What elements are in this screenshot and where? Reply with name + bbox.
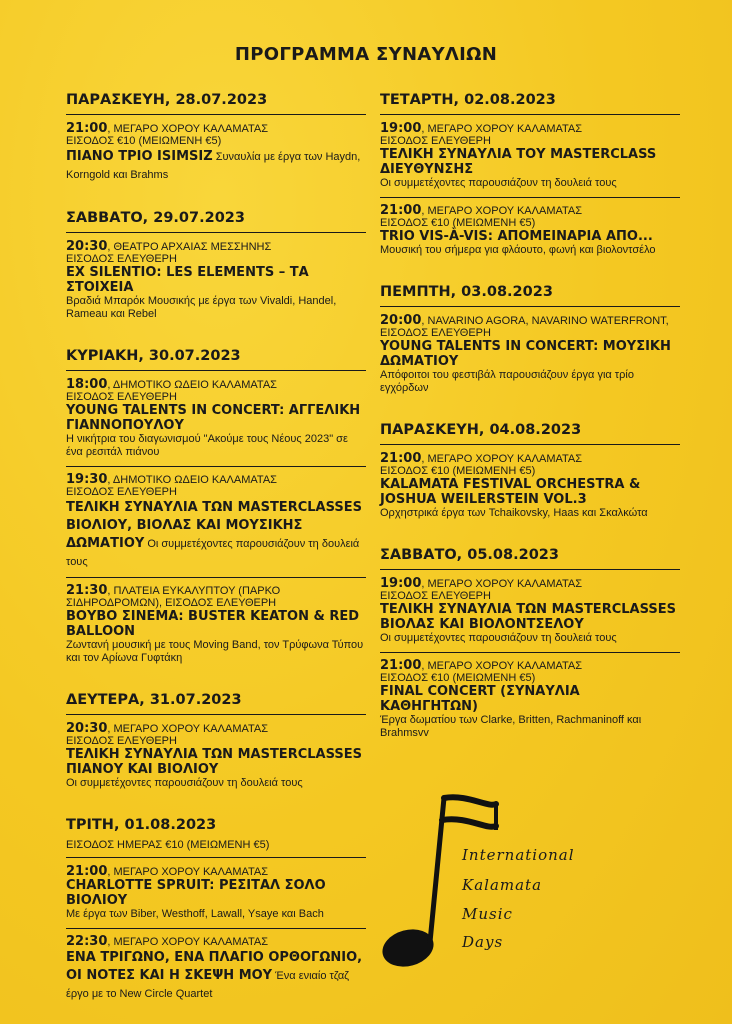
event-entry: ΕΙΣΟΔΟΣ €10 (ΜΕΙΩΜΕΝΗ €5) (380, 217, 536, 229)
event-venue: , ΜΕΓΑΡΟ ΧΟΡΟΥ ΚΑΛΑΜΑΤΑΣ (421, 453, 583, 465)
event-venue: , ΜΕΓΑΡΟ ΧΟΡΟΥ ΚΑΛΑΜΑΤΑΣ (421, 660, 583, 672)
event-venue: , ΜΕΓΑΡΟ ΧΟΡΟΥ ΚΑΛΑΜΑΤΑΣ (107, 866, 269, 878)
event-title: ΤΕΛΙΚΗ ΣΥΝΑΥΛΙΑ ΤΩΝ MASTERCLASSES ΠΙΑΝΟΥ ΚΑΙ ΒΙΟΛΙΟΥ (66, 747, 362, 777)
day-block (66, 348, 366, 672)
event-item (66, 723, 366, 797)
event-time: 19:00 (380, 576, 422, 591)
event-entry: ΕΙΣΟΔΟΣ ΕΛΕΥΘΕΡΗ (380, 135, 491, 147)
event-item (66, 241, 366, 328)
logo-line: Days (462, 933, 504, 951)
event-entry: ΕΙΣΟΔΟΣ ΕΛΕΥΘΕΡΗ (66, 735, 177, 747)
day-block (66, 92, 366, 190)
event-item (380, 315, 680, 402)
event-venue: , ΜΕΓΑΡΟ ΧΟΡΟΥ ΚΑΛΑΜΑΤΑΣ (421, 205, 583, 217)
event-description: Ένα ενιαίο τζαζ έργο με το New Circle Quartet (66, 970, 350, 1000)
event-time: 20:00 (380, 313, 422, 328)
event-title: FINAL CONCERT (ΣΥΝΑΥΛΙΑ ΚΑΘΗΓΗΤΩΝ) (380, 684, 580, 714)
event-description: Συναυλία με έργα των Haydn, Korngold και Brahms (66, 151, 361, 181)
event-entry: ΕΙΣΟΔΟΣ €10 (ΜΕΙΩΜΕΝΗ €5) (66, 135, 222, 147)
day-header: ΠΑΡΑΣΚΕΥΗ, 04.08.2023 (380, 422, 680, 445)
event-description: Οι συμμετέχοντες παρουσιάζουν τη δουλειά τους (380, 177, 617, 189)
event-title: ΒΟΥΒΟ ΣΙΝΕΜΑ: BUSTER KEATON & RED BALLOON (66, 609, 360, 639)
day-block (66, 692, 366, 797)
event-entry: ΕΙΣΟΔΟΣ ΕΛΕΥΘΕΡΗ (66, 253, 177, 265)
event-venue: , ΘΕΑΤΡΟ ΑΡΧΑΙΑΣ ΜΕΣΣΗΝΗΣ (107, 241, 272, 253)
event-time: 19:00 (380, 121, 422, 136)
day-header: ΣΑΒΒΑΤΟ, 29.07.2023 (66, 210, 366, 233)
event-item (66, 866, 366, 929)
day-header: ΚΥΡΙΑΚΗ, 30.07.2023 (66, 348, 366, 371)
day-entry-note: ΕΙΣΟΔΟΣ ΗΜΕΡΑΣ €10 (ΜΕΙΩΜΕΝΗ €5) (66, 839, 366, 858)
event-entry: ΕΙΣΟΔΟΣ ΕΛΕΥΘΕΡΗ (380, 590, 491, 602)
event-time: 21:00 (66, 121, 108, 136)
event-description: Βραδιά Μπαρόκ Μουσικής με έργα των Vivaldi, Handel, Rameau και Rebel (66, 295, 337, 320)
event-time: 21:00 (66, 864, 108, 879)
event-title: ΕΝΑ ΤΡΙΓΩΝΟ, ΕΝΑ ΠΛΑΓΙΟ ΟΡΘΟΓΩΝΙΟ, ΟΙ ΝΟΤΕΣ ΚΑΙ Η ΣΚΕΨΗ ΜΟΥ (66, 950, 363, 983)
event-item (66, 936, 366, 1009)
event-item (380, 205, 680, 264)
logo-line: Kalamata (462, 876, 543, 894)
schedule-column-left (66, 92, 366, 1024)
event-item (380, 123, 680, 198)
day-block (380, 547, 680, 747)
event-description: Απόφοιτοι του φεστιβάλ παρουσιάζουν έργα για τρίο εγχόρδων (380, 369, 634, 394)
day-header: ΣΑΒΒΑΤΟ, 05.08.2023 (380, 547, 680, 570)
event-title: EX SILENTIO: LES ELEMENTS – ΤΑ ΣΤΟΙΧΕΙΑ (66, 265, 309, 295)
event-title: TRIO VIS-À-VIS: ΑΠΟΜΕΙΝΑΡΙΑ ΑΠΟ... (380, 229, 653, 244)
page-title: ΠΡΟΓΡΑΜΜΑ ΣΥΝΑΥΛΙΩΝ (234, 44, 498, 65)
event-time: 21:30 (66, 583, 108, 598)
event-time: 21:00 (380, 658, 422, 673)
event-time: 19:30 (66, 472, 108, 487)
day-block (66, 817, 366, 1009)
logo-line: International (462, 846, 575, 864)
event-time: 21:00 (380, 203, 422, 218)
event-time: 22:30 (66, 934, 108, 949)
event-venue: , ΜΕΓΑΡΟ ΧΟΡΟΥ ΚΑΛΑΜΑΤΑΣ (107, 936, 269, 948)
event-description: Οι συμμετέχοντες παρουσιάζουν τη δουλειά τους (380, 632, 617, 644)
event-entry: ΕΙΣΟΔΟΣ €10 (ΜΕΙΩΜΕΝΗ €5) (380, 465, 536, 477)
event-description: Η νικήτρια του διαγωνισμού "Ακούμε τους Νέους 2023" σε ένα ρεσιτάλ πιάνου (66, 433, 348, 458)
festival-logo (378, 790, 638, 980)
day-header: ΤΕΤΑΡΤΗ, 02.08.2023 (380, 92, 680, 115)
event-entry: ΕΙΣΟΔΟΣ ΕΛΕΥΘΕΡΗ (66, 486, 177, 498)
event-entry: ΕΙΣΟΔΟΣ ΕΛΕΥΘΕΡΗ (66, 391, 177, 403)
event-description: Ζωντανή μουσική με τους Moving Band, τον Τρύφωνα Τύπου και τον Αρίωνα Γυφτάκη (66, 639, 364, 664)
event-title: ΠΙΑΝΟ ΤΡΙΟ ISIMSIZ (66, 149, 213, 164)
event-description: Με έργα των Biber, Westhoff, Lawall, Ysaye και Bach (66, 908, 324, 920)
event-title: ΤΕΛΙΚΗ ΣΥΝΑΥΛΙΑ ΤΩΝ MASTERCLASSES ΒΙΟΛΙΟΥ, ΒΙΟΛΑΣ ΚΑΙ ΜΟΥΣΙΚΗΣ ΔΩΜΑΤΙΟΥ (66, 500, 362, 551)
event-venue: , NAVARINO AGORA, NAVARINO WATERFRONT, ΕΙΣΟΔΟΣ ΕΛΕΥΘΕΡΗ (380, 315, 669, 339)
event-entry: ΕΙΣΟΔΟΣ €10 (ΜΕΙΩΜΕΝΗ €5) (380, 672, 536, 684)
event-description: Οι συμμετέχοντες παρουσιάζουν τη δουλειά τους (66, 777, 303, 789)
event-title: YOUNG TALENTS IN CONCERT: ΜΟΥΣΙΚΗ ΔΩΜΑΤΙΟΥ (380, 339, 671, 369)
day-header: ΠΑΡΑΣΚΕΥΗ, 28.07.2023 (66, 92, 366, 115)
event-item (66, 585, 366, 672)
event-item (66, 474, 366, 578)
event-title: ΤΕΛΙΚΗ ΣΥΝΑΥΛΙΑ ΤΟΥ MASTERCLASS ΔΙΕΥΘΥΝΣΗΣ (380, 147, 657, 177)
day-header: ΤΡΙΤΗ, 01.08.2023 (66, 817, 217, 833)
event-venue: , ΔΗΜΟΤΙΚΟ ΩΔΕΙΟ ΚΑΛΑΜΑΤΑΣ (107, 474, 277, 486)
event-time: 21:00 (380, 451, 422, 466)
day-block (380, 422, 680, 527)
event-description: Έργα δωματίου των Clarke, Britten, Rachmaninoff και Brahmsvv (380, 714, 642, 739)
event-venue: , ΔΗΜΟΤΙΚΟ ΩΔΕΙΟ ΚΑΛΑΜΑΤΑΣ (107, 379, 277, 391)
event-venue: , ΜΕΓΑΡΟ ΧΟΡΟΥ ΚΑΛΑΜΑΤΑΣ (421, 578, 583, 590)
event-venue: , ΜΕΓΑΡΟ ΧΟΡΟΥ ΚΑΛΑΜΑΤΑΣ (107, 123, 269, 135)
event-title: YOUNG TALENTS IN CONCERT: ΑΓΓΕΛΙΚΗ ΓΙΑΝΝΟΠΟΥΛΟΥ (66, 403, 361, 433)
event-venue: , ΜΕΓΑΡΟ ΧΟΡΟΥ ΚΑΛΑΜΑΤΑΣ (421, 123, 583, 135)
logo-line: Music (462, 905, 513, 923)
event-title: KALAMATA FESTIVAL ORCHESTRA & JOSHUA WEILERSTEIN VOL.3 (380, 477, 641, 507)
event-time: 20:30 (66, 721, 108, 736)
event-description: Οι συμμετέχοντες παρουσιάζουν τη δουλειά τους (66, 538, 360, 568)
event-venue: , ΠΛΑΤΕΙΑ ΕΥΚΑΛΥΠΤΟΥ (ΠΑΡΚΟ ΣΙΔΗΡΟΔΡΟΜΩΝ), ΕΙΣΟΔΟΣ ΕΛΕΥΘΕΡΗ (66, 585, 281, 609)
day-block (380, 284, 680, 402)
day-header: ΔΕΥΤΕΡΑ, 31.07.2023 (66, 692, 366, 715)
event-title: CHARLOTTE SPRUIT: ΡΕΣΙΤΑΛ ΣΟΛΟ ΒΙΟΛΙΟΥ (66, 878, 326, 908)
event-item (66, 123, 366, 190)
day-header: ΠΕΜΠΤΗ, 03.08.2023 (380, 284, 680, 307)
day-block (380, 92, 680, 264)
event-time: 20:30 (66, 239, 108, 254)
event-item (66, 379, 366, 467)
schedule-column-right (380, 92, 680, 767)
event-venue: , ΜΕΓΑΡΟ ΧΟΡΟΥ ΚΑΛΑΜΑΤΑΣ (107, 723, 269, 735)
event-item (380, 578, 680, 653)
event-title: ΤΕΛΙΚΗ ΣΥΝΑΥΛΙΑ ΤΩΝ MASTERCLASSES ΒΙΟΛΑΣ ΚΑΙ ΒΙΟΛΟΝΤΣΕΛΟΥ (380, 602, 676, 632)
event-item (380, 660, 680, 747)
event-description: Ορχηστρικά έργα των Tchaikovsky, Haas και Σκαλκώτα (380, 507, 648, 519)
event-item (380, 453, 680, 527)
event-description: Μουσική του σήμερα για φλάουτο, φωνή και βιολοντσέλο (380, 244, 656, 256)
day-block (66, 210, 366, 328)
event-time: 18:00 (66, 377, 108, 392)
